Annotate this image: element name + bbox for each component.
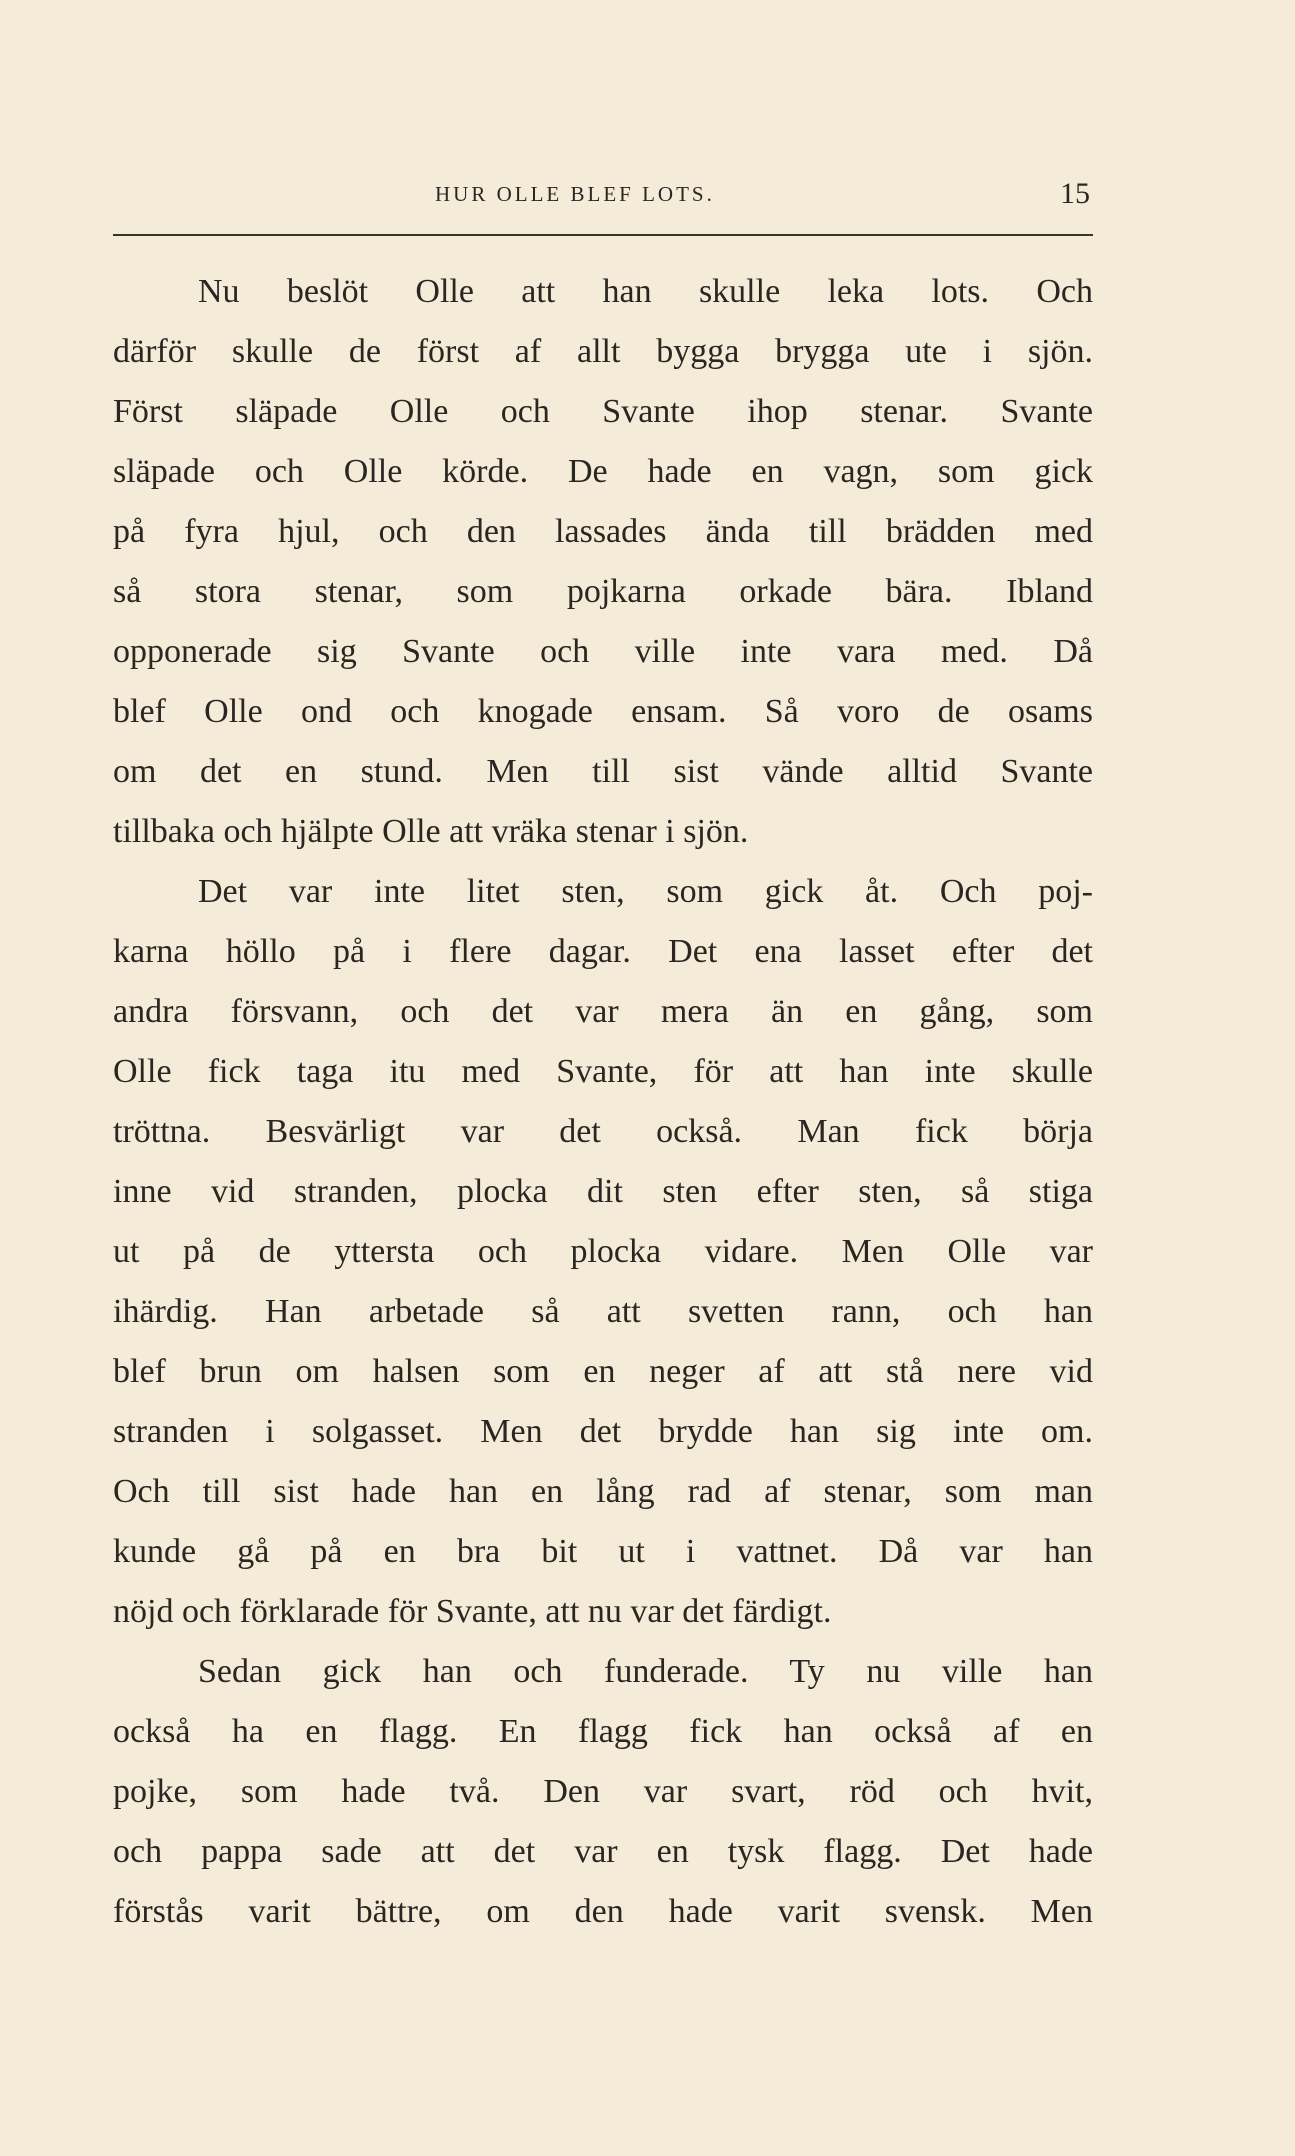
text-line: inne vid stranden, plocka dit sten efter sten, så stiga — [113, 1173, 1093, 1210]
text-line: blef Olle ond och knogade ensam. Så voro de osams — [113, 693, 1093, 730]
text-line: kunde gå på en bra bit ut i vattnet. Då var han — [113, 1533, 1093, 1570]
body-text — [113, 262, 1093, 1942]
text-line: Nu beslöt Olle att han skulle leka lots. Och — [198, 273, 1093, 310]
text-line: karna höllo på i flere dagar. Det ena lasset efter det — [113, 933, 1093, 970]
text-line: också ha en flagg. En flagg fick han också af en — [113, 1713, 1093, 1750]
text-line: pojke, som hade två. Den var svart, röd och hvit, — [113, 1773, 1093, 1810]
page-number: 15 — [1060, 177, 1090, 210]
text-line: Och till sist hade han en lång rad af stenar, som man — [113, 1473, 1093, 1510]
text-line: Olle fick taga itu med Svante, för att han inte skulle — [113, 1053, 1093, 1090]
text-line: släpade och Olle körde. De hade en vagn, som gick — [113, 453, 1093, 490]
text-line: Sedan gick han och funderade. Ty nu ville han — [198, 1653, 1093, 1690]
text-line: stranden i solgasset. Men det brydde han sig inte om. — [113, 1413, 1093, 1450]
text-line: nöjd och förklarade för Svante, att nu var det färdigt. — [113, 1593, 832, 1630]
text-line: om det en stund. Men till sist vände alltid Svante — [113, 753, 1093, 790]
text-line: därför skulle de först af allt bygga brygga ute i sjön. — [113, 333, 1093, 370]
text-line: tillbaka och hjälpte Olle att vräka stenar i sjön. — [113, 813, 749, 850]
text-line: andra försvann, och det var mera än en gång, som — [113, 993, 1093, 1030]
text-line: förstås varit bättre, om den hade varit svensk. Men — [113, 1893, 1093, 1930]
text-line: på fyra hjul, och den lassades ända till brädden med — [113, 513, 1093, 550]
header-rule — [113, 234, 1093, 236]
text-line: så stora stenar, som pojkarna orkade bära. Ibland — [113, 573, 1093, 610]
text-line: och pappa sade att det var en tysk flagg. Det hade — [113, 1833, 1093, 1870]
text-line: opponerade sig Svante och ville inte vara med. Då — [113, 633, 1093, 670]
text-line: ihärdig. Han arbetade så att svetten rann, och han — [113, 1293, 1093, 1330]
running-title: HUR OLLE BLEF LOTS. — [435, 182, 715, 206]
page-header — [113, 172, 1090, 216]
text-line: ut på de yttersta och plocka vidare. Men Olle var — [113, 1233, 1093, 1270]
text-line: Först släpade Olle och Svante ihop stenar. Svante — [113, 393, 1093, 430]
text-line: blef brun om halsen som en neger af att stå nere vid — [113, 1353, 1093, 1390]
text-line: Det var inte litet sten, som gick åt. Och poj- — [198, 873, 1093, 910]
text-line: tröttna. Besvärligt var det också. Man fick börja — [113, 1113, 1093, 1150]
